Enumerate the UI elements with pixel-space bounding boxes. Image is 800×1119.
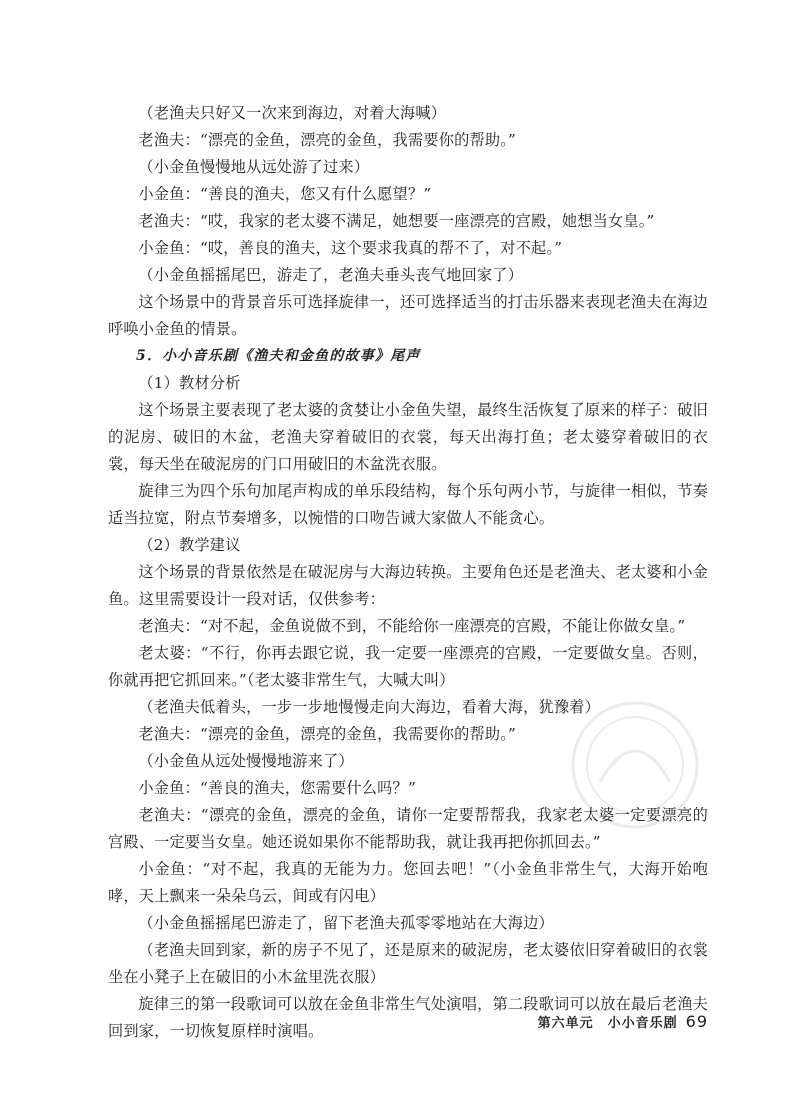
- page-number: 69: [685, 1012, 708, 1031]
- stage-direction: （老渔夫回到家，新的房子不见了，还是原来的破泥房，老太婆依旧穿着破旧的衣裳坐在小凳子上在破旧的小木盆里洗衣服）: [108, 941, 708, 986]
- dialogue-line: 小金鱼：“哎，善良的渔夫，这个要求我真的帮不了，对不起。”: [138, 239, 563, 257]
- page-footer: [538, 1012, 708, 1031]
- stage-direction: （小金鱼从远处慢慢地游来了）: [138, 752, 354, 770]
- section-heading: 5．小小音乐剧《渔夫和金鱼的故事》尾声: [136, 348, 421, 364]
- body-paragraph: 这个场景的背景依然是在破泥房与大海边转换。主要角色还是老渔夫、老太婆和小金鱼。这里需要设计一段对话，仅供参考：: [108, 563, 708, 608]
- publisher-watermark-icon: [560, 690, 710, 840]
- stage-direction: （小金鱼摇摇尾巴，游走了，老渔夫垂头丧气地回家了）: [138, 266, 524, 284]
- body-paragraph: 这个场景主要表现了老太婆的贪婪让小金鱼失望，最终生活恢复了原来的样子：破旧的泥房、破旧的木盆，老渔夫穿着破旧的衣裳，每天出海打鱼；老太婆穿着破旧的衣裳，每天坐在破泥房的门口用破旧的木盆洗衣服。: [108, 401, 708, 473]
- dialogue-line: 老渔夫：“对不起，金鱼说做不到，不能给你一座漂亮的宫殿，不能让你做女皇。”: [138, 617, 686, 635]
- dialogue-line: 老渔夫：“漂亮的金鱼，漂亮的金鱼，我需要你的帮助。”: [138, 131, 517, 149]
- stage-direction: （老渔夫低着头，一步一步地慢慢走向大海边，看着大海，犹豫着）: [138, 698, 601, 716]
- body-paragraph: 这个场景中的背景音乐可选择旋律一，还可选择适当的打击乐器来表现老渔夫在海边呼唤小金鱼的情景。: [108, 293, 708, 338]
- body-paragraph: 旋律三的第一段歌词可以放在金鱼非常生气处演唱，第二段歌词可以放在最后老渔夫回到家，一切恢复原样时演唱。: [108, 995, 708, 1040]
- dialogue-line: 小金鱼：“对不起，我真的无能为力。您回去吧！”（小金鱼非常生气，大海开始咆哮，天上飘来一朵朵乌云，间或有闪电）: [108, 860, 708, 905]
- subsection-heading: （2）教学建议: [138, 536, 241, 554]
- subsection-heading: （1）教材分析: [138, 374, 241, 392]
- body-paragraph: 旋律三为四个乐句加尾声构成的单乐段结构，每个乐句两小节，与旋律一相似，节奏适当拉宽，附点节奏增多，以惋惜的口吻告诫大家做人不能贪心。: [108, 482, 708, 527]
- dialogue-line: 老太婆：“不行，你再去跟它说，我一定要一座漂亮的宫殿，一定要做女皇。否则，你就再把它抓回来。”（老太婆非常生气，大喊大叫）: [108, 644, 708, 689]
- dialogue-line: 小金鱼：“善良的渔夫，您需要什么吗？”: [138, 779, 416, 797]
- dialogue-line: 老渔夫：“漂亮的金鱼，漂亮的金鱼，我需要你的帮助。”: [138, 725, 517, 743]
- dialogue-line: 小金鱼：“善良的渔夫，您又有什么愿望？”: [138, 185, 432, 203]
- footer-section-title: 第六单元 小小音乐剧: [537, 1016, 678, 1031]
- dialogue-line: 老渔夫：“漂亮的金鱼，漂亮的金鱼，请你一定要帮帮我，我家老太婆一定要漂亮的宫殿、一定要当女皇。她还说如果你不能帮助我，就让我再把你抓回去。”: [108, 806, 708, 851]
- stage-direction: （小金鱼摇摇尾巴游走了，留下老渔夫孤零零地站在大海边）: [138, 914, 554, 932]
- stage-direction: （老渔夫只好又一次来到海边，对着大海喊）: [138, 104, 447, 122]
- stage-direction: （小金鱼慢慢地从远处游了过来）: [138, 158, 370, 176]
- document-body: [108, 100, 708, 1045]
- dialogue-line: 老渔夫：“哎，我家的老太婆不满足，她想要一座漂亮的宫殿，她想当女皇。”: [138, 212, 655, 230]
